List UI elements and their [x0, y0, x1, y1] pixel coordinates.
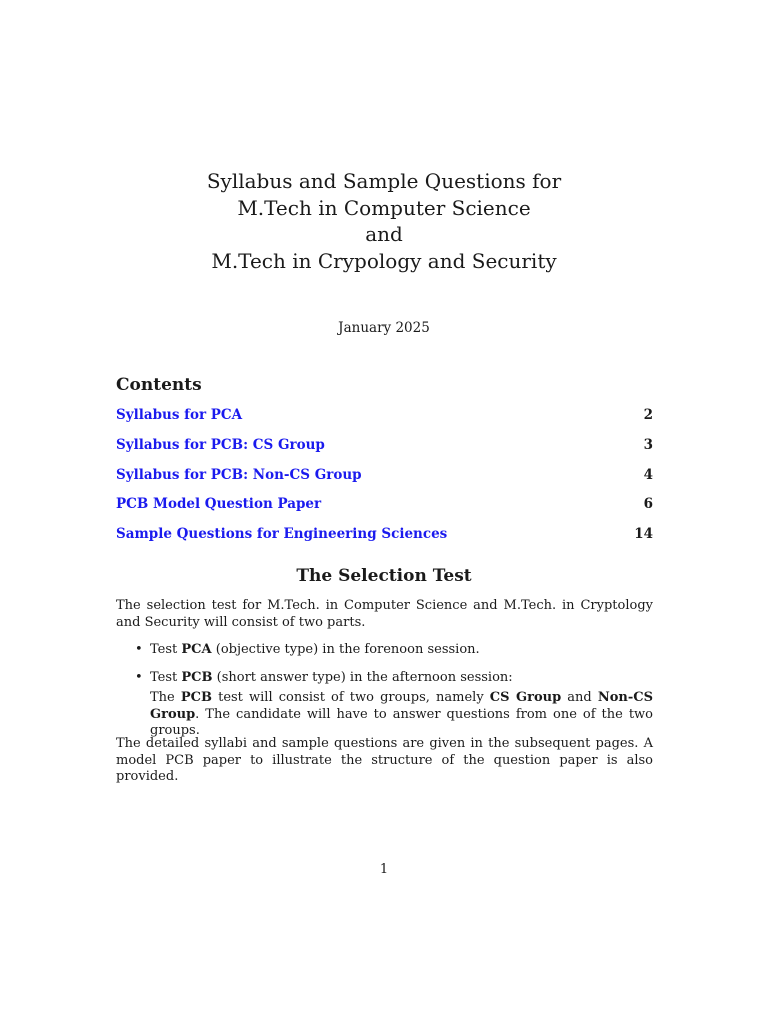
bullet-bold: PCB	[181, 669, 213, 685]
toc-page-number: 6	[643, 496, 653, 513]
title-line-1: Syllabus and Sample Questions for	[206, 169, 562, 193]
bullet-bold: PCA	[181, 642, 212, 657]
pcb-detail-paragraph	[150, 690, 653, 740]
list-item	[116, 642, 653, 659]
intro-paragraph: The selection test for M.Tech. in Computer Science and M.Tech. in Cryptology and Security will consist of two parts.	[116, 598, 653, 630]
detail-text: . The candidate will have to answer questions from one of the two groups.	[150, 706, 653, 738]
toc-entry[interactable]	[116, 496, 653, 526]
document-date: January 2025	[338, 320, 430, 336]
detail-text: and	[561, 690, 598, 705]
document-title	[0, 168, 768, 274]
bullet-text: (short answer type) in the afternoon session:	[212, 669, 513, 685]
detail-text: The	[150, 690, 181, 705]
detail-bold: PCB	[180, 690, 212, 705]
closing-paragraph: The detailed syllabi and sample questions are given in the subsequent pages. A model PCB paper to illustrate the structure of the question paper is also provided.	[116, 736, 653, 784]
toc-page-number: 14	[634, 526, 653, 543]
section-heading: The Selection Test	[296, 566, 472, 586]
toc-entry[interactable]	[116, 467, 653, 497]
page-number: 1	[379, 862, 389, 877]
toc-entry[interactable]	[116, 407, 653, 437]
bullet-text: Test	[150, 669, 182, 685]
title-line-3: and	[365, 222, 403, 246]
bullet-text: (objective type) in the forenoon session.	[211, 642, 480, 657]
toc-page-number: 2	[643, 407, 653, 423]
list-item	[116, 670, 653, 740]
table-of-contents	[116, 407, 653, 556]
bullet-text: Test	[150, 642, 182, 657]
detail-bold: Non-CS Group	[150, 690, 654, 722]
title-line-4: M.Tech in Crypology and Security	[211, 248, 557, 273]
toc-entry[interactable]	[116, 526, 653, 556]
toc-entry[interactable]	[116, 437, 653, 467]
toc-page-number: 3	[643, 436, 653, 453]
detail-bold: CS Group	[489, 690, 562, 705]
bullet-icon: •	[135, 642, 143, 657]
title-line-2: M.Tech in Computer Science	[237, 195, 531, 220]
detail-text: test will consist of two groups, namely	[211, 690, 490, 705]
toc-link-pcb-non-cs[interactable]: Syllabus for PCB: Non-CS Group	[116, 466, 362, 483]
test-parts-list	[116, 642, 653, 740]
toc-link-pcb-model-paper[interactable]: PCB Model Question Paper	[116, 496, 322, 513]
toc-link-pcb-cs[interactable]: Syllabus for PCB: CS Group	[116, 436, 325, 453]
toc-page-number: 4	[643, 466, 653, 483]
contents-heading: Contents	[116, 375, 202, 395]
bullet-icon: •	[135, 669, 143, 685]
toc-link-engineering-sciences[interactable]: Sample Questions for Engineering Sciences	[116, 526, 448, 543]
toc-link-pca[interactable]: Syllabus for PCA	[116, 407, 243, 423]
